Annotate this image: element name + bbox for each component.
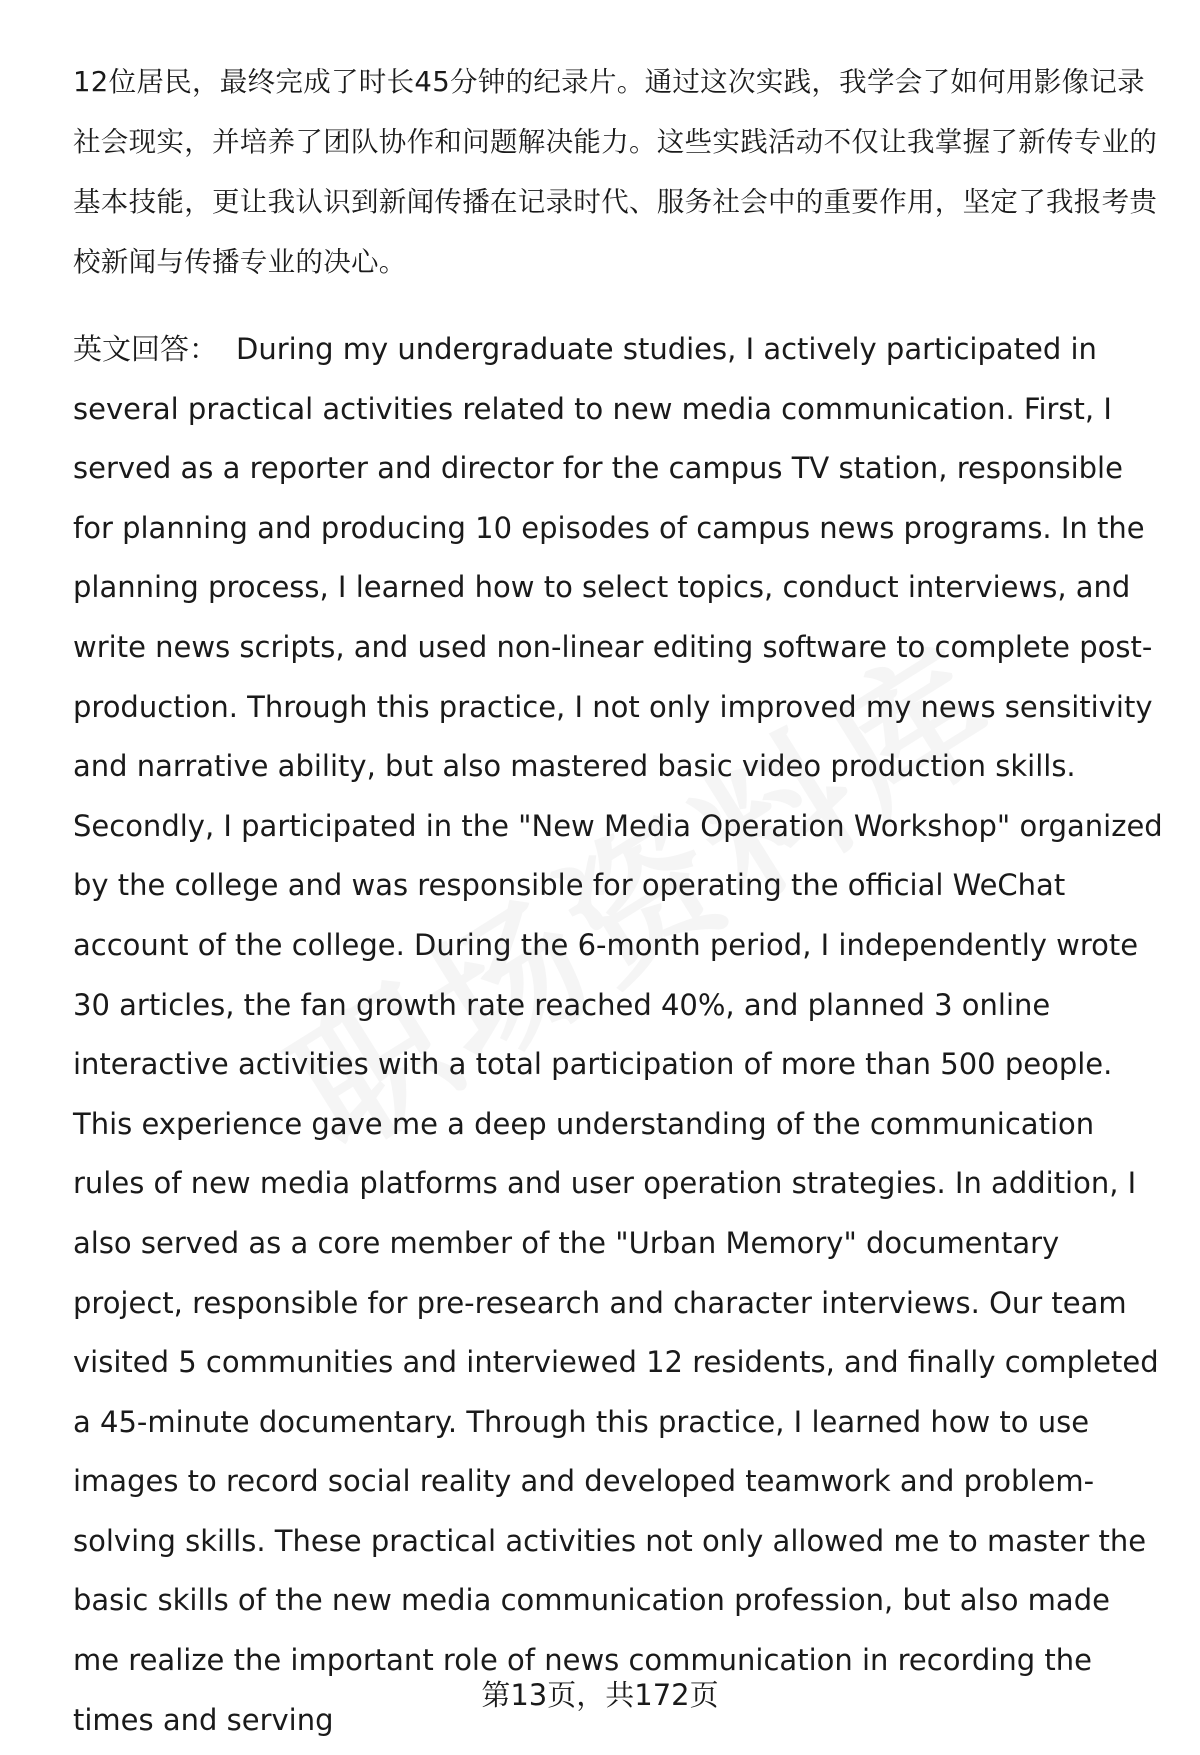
english-answer-text: During my undergraduate studies, I actively participated in several practical activities related to new media communication. First, I served as a reporter and director for the campus TV station, responsible for planning and producing 10 episodes of campus news programs. In the planning process, I learned how to select topics, conduct interviews, and write news scripts, and used non-linear editing software to complete post-production. Through this practice, I not only improved my news sensitivity and narrative ability, but also mastered basic video production skills. Secondly, I participated in the "New Media Operation Workshop" organized by the college and was responsible for operating the official WeChat account of the college. During the 6-month period, I independently wrote 30 articles, the fan growth rate reached 40%, and planned 3 online interactive activities with a total participation of more than 500 people. This experience gave me a deep understanding of the communication rules of new media platforms and user operation strategies. In addition, I also served as a core member of the "Urban Memory" documentary project, responsible for pre-research and character interviews. Our team visited 5 communities and interviewed 12 residents, and finally completed a 45-minute documentary. Through this practice, I learned how to use images to record social reality and developed teamwork and problem-solving skills. These practical activities not only allowed me to master the basic skills of the new media communication profession, but also made me realize the important role of news communication in recording the times and serving — [73, 332, 1163, 1737]
english-answer-label: 英文回答： — [73, 332, 219, 366]
page-number: 第13页，共172页 — [481, 1678, 719, 1712]
page-content — [73, 52, 1163, 1750]
chinese-paragraph: 12位居民，最终完成了时长45分钟的纪录片。通过这次实践，我学会了如何用影像记录社会现实，并培养了团队协作和问题解决能力。这些实践活动不仅让我掌握了新传专业的基本技能，更让我认识到新闻传播在记录时代、服务社会中的重要作用，坚定了我报考贵校新闻与传播专业的决心。 — [73, 66, 1158, 278]
english-answer-paragraph — [73, 320, 1163, 1750]
